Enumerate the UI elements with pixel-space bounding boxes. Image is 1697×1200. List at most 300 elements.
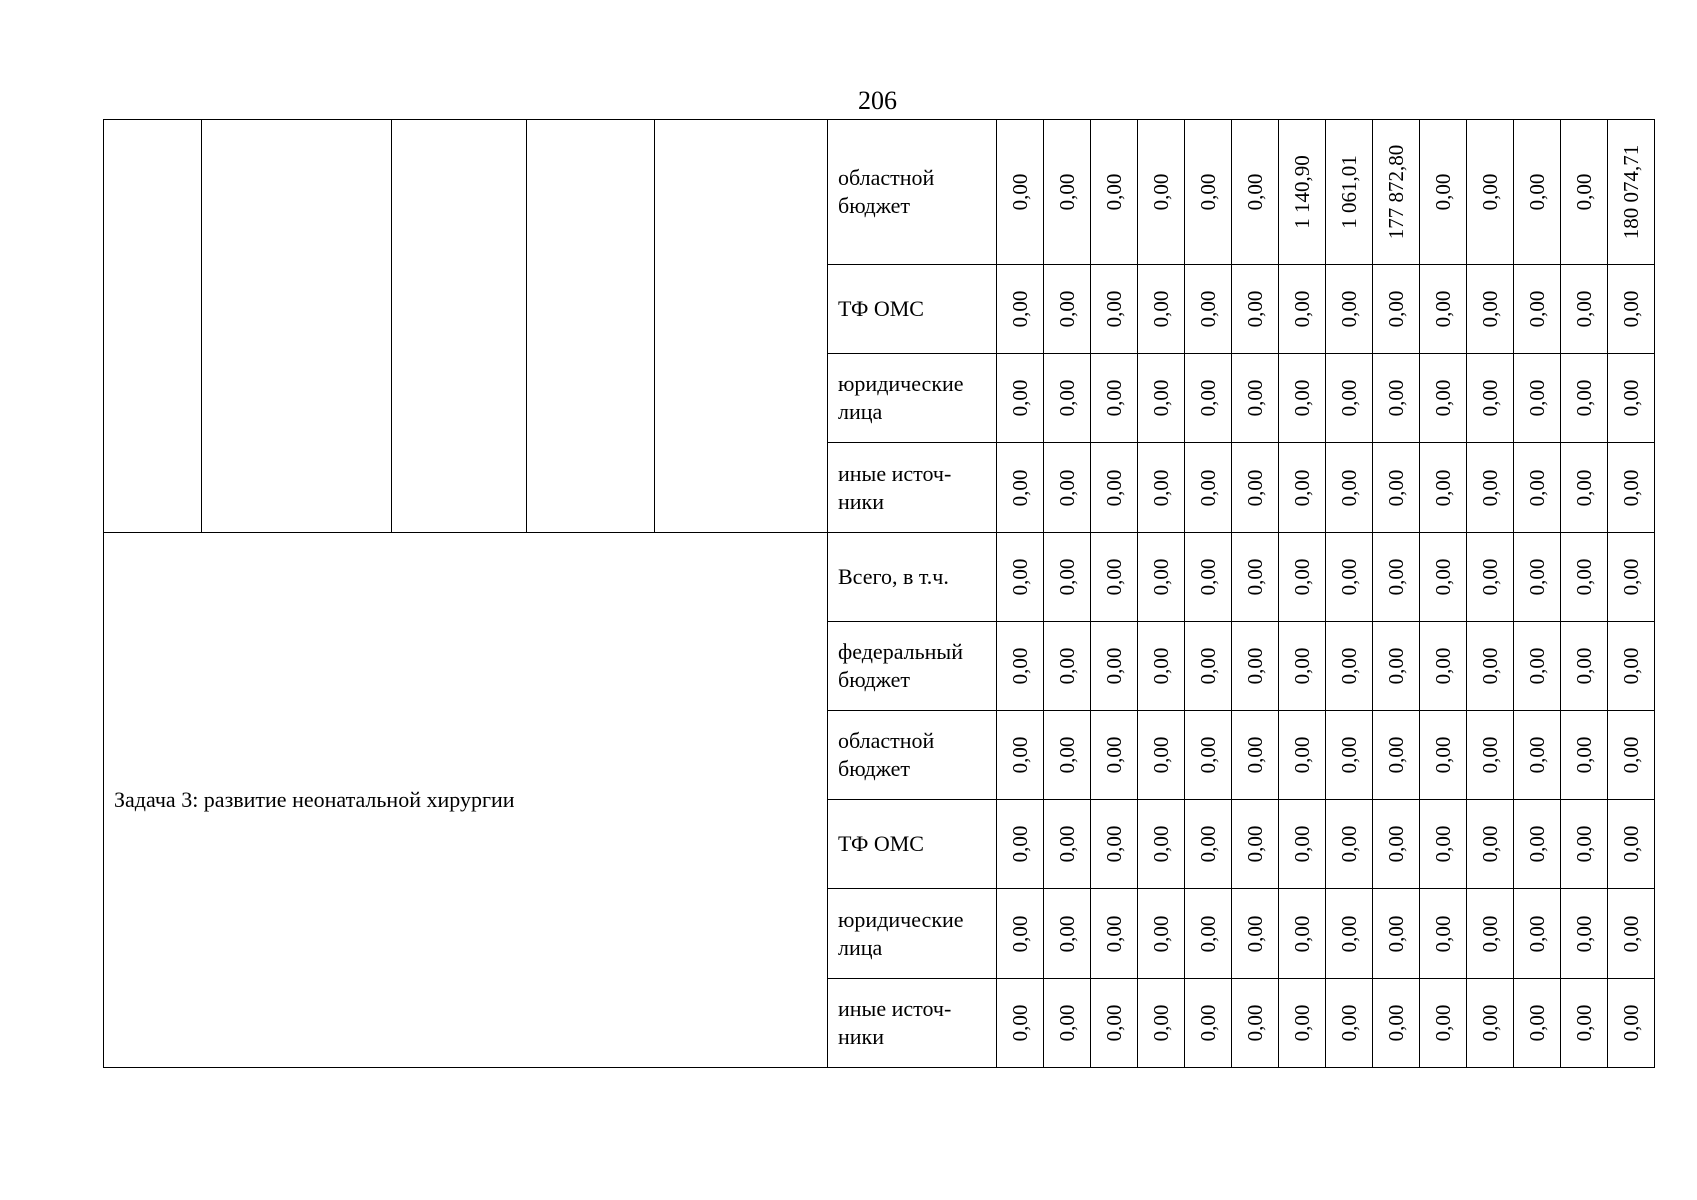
value-text: 0,00 xyxy=(1243,290,1267,328)
empty-merged-cell xyxy=(202,120,392,533)
value-text: 0,00 xyxy=(1149,915,1173,952)
value-text: 0,00 xyxy=(1337,1004,1361,1042)
value-cell xyxy=(1514,354,1561,443)
value-cell xyxy=(1044,979,1091,1068)
value-text: 0,00 xyxy=(1525,379,1549,417)
value-text: 0,00 xyxy=(1149,825,1173,863)
value-text: 0,00 xyxy=(1431,647,1455,685)
value-text: 0,00 xyxy=(1243,469,1267,506)
value-cell xyxy=(1561,622,1608,711)
value-text: 0,00 xyxy=(1008,1004,1032,1042)
value-text: 0,00 xyxy=(1196,469,1220,506)
value-text: 1 061,01 xyxy=(1337,155,1361,229)
funding-source-label: Всего, в т.ч. xyxy=(828,533,997,622)
value-text: 0,00 xyxy=(1196,915,1220,952)
value-cell xyxy=(1185,979,1232,1068)
value-cell xyxy=(1467,265,1514,354)
value-cell xyxy=(1420,533,1467,622)
value-text: 0,00 xyxy=(1384,1004,1408,1042)
value-text: 0,00 xyxy=(1102,1004,1126,1042)
value-text: 0,00 xyxy=(1008,558,1032,596)
value-text: 0,00 xyxy=(1572,1004,1596,1042)
value-cell xyxy=(1608,800,1655,889)
value-cell xyxy=(1326,800,1373,889)
value-cell xyxy=(1279,120,1326,265)
value-cell xyxy=(1373,354,1420,443)
value-cell xyxy=(1467,120,1514,265)
value-cell xyxy=(1232,889,1279,979)
value-text: 0,00 xyxy=(1055,173,1079,211)
value-cell xyxy=(997,354,1044,443)
value-text: 0,00 xyxy=(1196,1004,1220,1042)
value-text: 0,00 xyxy=(1102,469,1126,506)
value-text: 0,00 xyxy=(1337,469,1361,506)
value-cell xyxy=(1608,533,1655,622)
value-cell xyxy=(1326,889,1373,979)
value-text: 0,00 xyxy=(1478,825,1502,863)
value-text: 0,00 xyxy=(1290,736,1314,774)
page-number: 206 xyxy=(858,86,897,115)
value-cell xyxy=(1138,622,1185,711)
value-cell xyxy=(1467,711,1514,800)
value-text: 0,00 xyxy=(1384,379,1408,417)
value-text: 0,00 xyxy=(1478,173,1502,211)
value-text: 0,00 xyxy=(1431,379,1455,417)
value-cell xyxy=(1373,120,1420,265)
value-text: 0,00 xyxy=(1619,290,1643,328)
table-row xyxy=(104,120,1655,265)
value-cell xyxy=(1373,979,1420,1068)
value-cell xyxy=(1279,889,1326,979)
value-cell xyxy=(1044,265,1091,354)
value-cell xyxy=(997,800,1044,889)
value-text: 0,00 xyxy=(1290,290,1314,328)
value-cell xyxy=(1091,354,1138,443)
value-text: 0,00 xyxy=(1055,825,1079,863)
value-cell xyxy=(1608,265,1655,354)
value-text: 0,00 xyxy=(1196,379,1220,417)
value-cell xyxy=(1420,889,1467,979)
value-cell xyxy=(1044,800,1091,889)
value-cell xyxy=(1326,443,1373,533)
value-cell xyxy=(1326,120,1373,265)
value-cell xyxy=(1044,711,1091,800)
value-text: 0,00 xyxy=(1243,915,1267,952)
value-cell xyxy=(1420,265,1467,354)
funding-source-label: иные источ-ники xyxy=(828,443,997,533)
value-text: 0,00 xyxy=(1102,290,1126,328)
value-cell xyxy=(1608,443,1655,533)
value-cell xyxy=(1091,889,1138,979)
value-text: 0,00 xyxy=(1055,647,1079,685)
value-text: 0,00 xyxy=(1572,558,1596,596)
value-text: 0,00 xyxy=(1243,825,1267,863)
value-cell xyxy=(997,120,1044,265)
value-text: 0,00 xyxy=(1384,915,1408,952)
value-cell xyxy=(1138,979,1185,1068)
value-cell xyxy=(1326,711,1373,800)
value-cell xyxy=(1091,711,1138,800)
value-text: 0,00 xyxy=(1384,558,1408,596)
value-text: 0,00 xyxy=(1384,736,1408,774)
value-text: 0,00 xyxy=(1525,173,1549,211)
value-cell xyxy=(1091,265,1138,354)
value-text: 0,00 xyxy=(1008,469,1032,506)
value-text: 0,00 xyxy=(1337,825,1361,863)
value-cell xyxy=(1561,443,1608,533)
value-cell xyxy=(1138,265,1185,354)
value-cell xyxy=(1138,443,1185,533)
value-cell xyxy=(1185,265,1232,354)
value-text: 0,00 xyxy=(1149,290,1173,328)
value-text: 0,00 xyxy=(1196,736,1220,774)
value-text: 0,00 xyxy=(1196,647,1220,685)
value-text: 0,00 xyxy=(1572,825,1596,863)
empty-merged-cell xyxy=(392,120,527,533)
value-cell xyxy=(1232,979,1279,1068)
funding-source-label: юридические лица xyxy=(828,354,997,443)
value-text: 0,00 xyxy=(1149,1004,1173,1042)
funding-source-label: ТФ ОМС xyxy=(828,800,997,889)
value-text: 0,00 xyxy=(1055,1004,1079,1042)
value-cell xyxy=(1138,711,1185,800)
value-text: 0,00 xyxy=(1337,647,1361,685)
value-text: 0,00 xyxy=(1102,379,1126,417)
value-text: 0,00 xyxy=(1243,736,1267,774)
value-text: 0,00 xyxy=(1149,736,1173,774)
value-cell xyxy=(997,889,1044,979)
value-cell xyxy=(1279,443,1326,533)
value-text: 0,00 xyxy=(1149,469,1173,506)
budget-table xyxy=(103,119,1655,1068)
value-text: 0,00 xyxy=(1384,469,1408,506)
value-text: 0,00 xyxy=(1525,825,1549,863)
value-text: 0,00 xyxy=(1619,736,1643,774)
value-cell xyxy=(1467,889,1514,979)
value-text: 0,00 xyxy=(1572,647,1596,685)
value-cell xyxy=(1279,265,1326,354)
value-cell xyxy=(997,443,1044,533)
value-text: 0,00 xyxy=(1055,558,1079,596)
value-text: 0,00 xyxy=(1337,915,1361,952)
value-cell xyxy=(1232,354,1279,443)
value-text: 0,00 xyxy=(1525,915,1549,952)
value-cell xyxy=(1279,711,1326,800)
value-cell xyxy=(1232,443,1279,533)
value-text: 0,00 xyxy=(1431,469,1455,506)
value-text: 0,00 xyxy=(1337,379,1361,417)
value-cell xyxy=(1561,533,1608,622)
value-cell xyxy=(997,622,1044,711)
value-text: 0,00 xyxy=(1431,290,1455,328)
value-cell xyxy=(1326,533,1373,622)
value-text: 0,00 xyxy=(1008,379,1032,417)
value-text: 0,00 xyxy=(1008,825,1032,863)
value-text: 0,00 xyxy=(1525,290,1549,328)
value-cell xyxy=(1232,622,1279,711)
value-text: 0,00 xyxy=(1384,290,1408,328)
value-cell xyxy=(1185,800,1232,889)
value-text: 0,00 xyxy=(1243,173,1267,211)
value-cell xyxy=(1185,622,1232,711)
value-text: 0,00 xyxy=(1008,173,1032,211)
value-cell xyxy=(1138,889,1185,979)
value-text: 0,00 xyxy=(1572,736,1596,774)
table-row xyxy=(104,533,1655,622)
value-cell xyxy=(1185,889,1232,979)
value-cell xyxy=(1091,120,1138,265)
value-text: 0,00 xyxy=(1525,736,1549,774)
funding-source-label: ТФ ОМС xyxy=(828,265,997,354)
value-cell xyxy=(1091,443,1138,533)
value-text: 0,00 xyxy=(1572,915,1596,952)
value-text: 0,00 xyxy=(1431,915,1455,952)
value-text: 0,00 xyxy=(1572,173,1596,211)
value-cell xyxy=(1373,443,1420,533)
value-cell xyxy=(1185,533,1232,622)
value-cell xyxy=(1514,800,1561,889)
value-text: 0,00 xyxy=(1055,379,1079,417)
value-cell xyxy=(1514,711,1561,800)
value-text: 0,00 xyxy=(1055,915,1079,952)
value-cell xyxy=(1232,533,1279,622)
value-cell xyxy=(1420,120,1467,265)
value-text: 180 074,71 xyxy=(1619,144,1643,240)
value-text: 1 140,90 xyxy=(1290,155,1314,229)
value-text: 0,00 xyxy=(1478,736,1502,774)
value-text: 0,00 xyxy=(1243,1004,1267,1042)
value-cell xyxy=(1279,533,1326,622)
value-text: 0,00 xyxy=(1008,290,1032,328)
value-cell xyxy=(1420,711,1467,800)
value-cell xyxy=(1326,354,1373,443)
value-cell xyxy=(1044,120,1091,265)
value-cell xyxy=(997,979,1044,1068)
value-cell xyxy=(1420,354,1467,443)
value-text: 0,00 xyxy=(1478,379,1502,417)
value-cell xyxy=(1514,533,1561,622)
value-cell xyxy=(1185,443,1232,533)
value-cell xyxy=(1514,443,1561,533)
value-cell xyxy=(1608,711,1655,800)
value-cell xyxy=(1608,120,1655,265)
value-text: 0,00 xyxy=(1290,379,1314,417)
value-cell xyxy=(1185,354,1232,443)
value-cell xyxy=(1420,979,1467,1068)
value-cell xyxy=(1608,354,1655,443)
value-text: 0,00 xyxy=(1196,825,1220,863)
funding-source-label: областной бюджет xyxy=(828,711,997,800)
value-cell xyxy=(1561,711,1608,800)
value-text: 0,00 xyxy=(1619,915,1643,952)
value-cell xyxy=(1561,800,1608,889)
value-cell xyxy=(1514,979,1561,1068)
value-cell xyxy=(1185,120,1232,265)
value-cell xyxy=(1514,889,1561,979)
value-text: 0,00 xyxy=(1525,1004,1549,1042)
funding-source-label: юридические лица xyxy=(828,889,997,979)
value-cell xyxy=(1232,265,1279,354)
value-cell xyxy=(1138,354,1185,443)
value-cell xyxy=(1514,265,1561,354)
value-text: 0,00 xyxy=(1525,469,1549,506)
value-text: 0,00 xyxy=(1102,173,1126,211)
value-text: 177 872,80 xyxy=(1384,144,1408,240)
value-text: 0,00 xyxy=(1290,469,1314,506)
value-cell xyxy=(1420,622,1467,711)
value-text: 0,00 xyxy=(1337,736,1361,774)
value-text: 0,00 xyxy=(1478,915,1502,952)
value-text: 0,00 xyxy=(1055,736,1079,774)
value-text: 0,00 xyxy=(1619,379,1643,417)
value-cell xyxy=(1373,622,1420,711)
value-text: 0,00 xyxy=(1149,173,1173,211)
value-cell xyxy=(1279,979,1326,1068)
value-text: 0,00 xyxy=(1525,647,1549,685)
value-cell xyxy=(1279,622,1326,711)
value-text: 0,00 xyxy=(1478,558,1502,596)
value-cell xyxy=(1608,979,1655,1068)
value-text: 0,00 xyxy=(1478,647,1502,685)
value-cell xyxy=(1091,622,1138,711)
value-text: 0,00 xyxy=(1008,736,1032,774)
value-text: 0,00 xyxy=(1337,290,1361,328)
value-text: 0,00 xyxy=(1290,825,1314,863)
value-text: 0,00 xyxy=(1290,647,1314,685)
value-cell xyxy=(1138,120,1185,265)
value-text: 0,00 xyxy=(1055,469,1079,506)
value-cell xyxy=(1561,889,1608,979)
value-text: 0,00 xyxy=(1290,915,1314,952)
value-cell xyxy=(1420,443,1467,533)
value-cell xyxy=(1467,800,1514,889)
funding-source-label: иные источ-ники xyxy=(828,979,997,1068)
value-cell xyxy=(1514,120,1561,265)
value-text: 0,00 xyxy=(1149,379,1173,417)
value-cell xyxy=(997,533,1044,622)
value-text: 0,00 xyxy=(1431,1004,1455,1042)
value-text: 0,00 xyxy=(1102,825,1126,863)
value-cell xyxy=(1420,800,1467,889)
value-text: 0,00 xyxy=(1572,469,1596,506)
empty-merged-cell xyxy=(655,120,828,533)
value-cell xyxy=(1091,533,1138,622)
value-text: 0,00 xyxy=(1149,558,1173,596)
value-cell xyxy=(1091,800,1138,889)
value-cell xyxy=(1608,622,1655,711)
value-text: 0,00 xyxy=(1431,736,1455,774)
value-text: 0,00 xyxy=(1478,290,1502,328)
empty-merged-cell xyxy=(104,120,202,533)
value-text: 0,00 xyxy=(1478,1004,1502,1042)
value-text: 0,00 xyxy=(1008,647,1032,685)
value-text: 0,00 xyxy=(1478,469,1502,506)
value-cell xyxy=(1467,354,1514,443)
value-text: 0,00 xyxy=(1525,558,1549,596)
value-cell xyxy=(1232,711,1279,800)
value-text: 0,00 xyxy=(1102,647,1126,685)
value-cell xyxy=(1467,622,1514,711)
value-cell xyxy=(1279,800,1326,889)
value-text: 0,00 xyxy=(1149,647,1173,685)
value-text: 0,00 xyxy=(1384,825,1408,863)
value-text: 0,00 xyxy=(1290,1004,1314,1042)
value-cell xyxy=(1561,265,1608,354)
value-cell xyxy=(1232,800,1279,889)
value-cell xyxy=(1326,622,1373,711)
value-cell xyxy=(1326,979,1373,1068)
value-cell xyxy=(1232,120,1279,265)
value-cell xyxy=(1373,889,1420,979)
value-cell xyxy=(1373,265,1420,354)
value-text: 0,00 xyxy=(1102,558,1126,596)
value-cell xyxy=(1044,354,1091,443)
value-cell xyxy=(1326,265,1373,354)
task-3-label: Задача 3: развитие неонатальной хирургии xyxy=(104,533,828,1068)
value-cell xyxy=(1185,711,1232,800)
value-text: 0,00 xyxy=(1431,173,1455,211)
value-text: 0,00 xyxy=(1572,379,1596,417)
funding-source-label: федеральный бюджет xyxy=(828,622,997,711)
value-text: 0,00 xyxy=(1337,558,1361,596)
value-text: 0,00 xyxy=(1619,558,1643,596)
value-cell xyxy=(1514,622,1561,711)
value-cell xyxy=(1373,800,1420,889)
value-cell xyxy=(1091,979,1138,1068)
value-text: 0,00 xyxy=(1196,558,1220,596)
value-text: 0,00 xyxy=(1384,647,1408,685)
value-text: 0,00 xyxy=(1431,558,1455,596)
value-text: 0,00 xyxy=(1619,647,1643,685)
value-cell xyxy=(997,711,1044,800)
value-cell xyxy=(997,265,1044,354)
value-cell xyxy=(1044,443,1091,533)
value-text: 0,00 xyxy=(1196,290,1220,328)
empty-merged-cell xyxy=(527,120,655,533)
value-cell xyxy=(1373,533,1420,622)
value-cell xyxy=(1044,622,1091,711)
value-text: 0,00 xyxy=(1619,825,1643,863)
value-text: 0,00 xyxy=(1243,558,1267,596)
value-cell xyxy=(1561,979,1608,1068)
value-cell xyxy=(1561,354,1608,443)
value-text: 0,00 xyxy=(1290,558,1314,596)
value-text: 0,00 xyxy=(1619,469,1643,506)
value-cell xyxy=(1561,120,1608,265)
value-text: 0,00 xyxy=(1008,915,1032,952)
value-text: 0,00 xyxy=(1055,290,1079,328)
value-cell xyxy=(1044,533,1091,622)
value-text: 0,00 xyxy=(1196,173,1220,211)
value-cell xyxy=(1044,889,1091,979)
value-text: 0,00 xyxy=(1572,290,1596,328)
value-cell xyxy=(1467,443,1514,533)
value-text: 0,00 xyxy=(1243,647,1267,685)
value-cell xyxy=(1279,354,1326,443)
value-cell xyxy=(1467,533,1514,622)
value-text: 0,00 xyxy=(1431,825,1455,863)
value-cell xyxy=(1138,533,1185,622)
value-cell xyxy=(1467,979,1514,1068)
value-cell xyxy=(1608,889,1655,979)
value-text: 0,00 xyxy=(1102,736,1126,774)
value-cell xyxy=(1373,711,1420,800)
value-text: 0,00 xyxy=(1243,379,1267,417)
value-text: 0,00 xyxy=(1619,1004,1643,1042)
value-cell xyxy=(1138,800,1185,889)
funding-source-label: областной бюджет xyxy=(828,120,997,265)
value-text: 0,00 xyxy=(1102,915,1126,952)
